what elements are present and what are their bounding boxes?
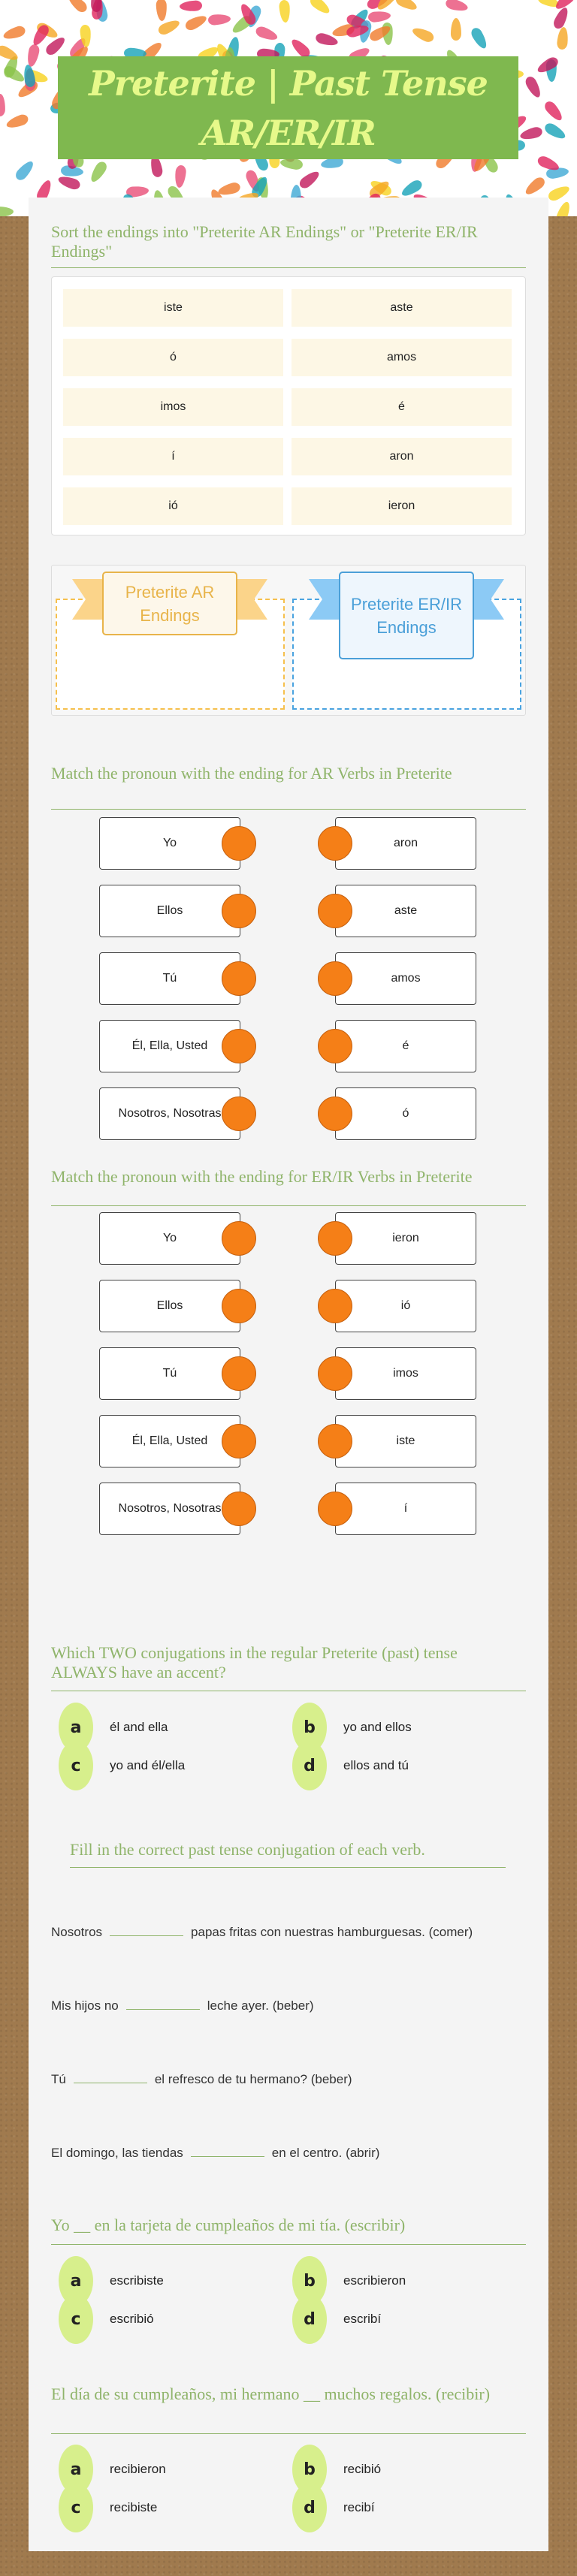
question-heading: Sort the endings into "Preterite AR Endings" or "Preterite ER/IR Endings" <box>51 222 478 261</box>
sort-tile[interactable]: imos <box>63 388 283 426</box>
option-text: escribiste <box>110 2273 164 2288</box>
leaf-decoration <box>5 113 29 131</box>
leaf-decoration <box>445 0 470 14</box>
option-text: recibió <box>343 2462 382 2476</box>
match-connector-dot[interactable] <box>318 961 352 996</box>
sentence-start: Tú <box>51 2072 66 2086</box>
answer-option[interactable] <box>292 1741 409 1790</box>
sort-tile[interactable]: aron <box>292 438 512 475</box>
match-right-item[interactable]: í <box>335 1483 476 1535</box>
leaf-decoration <box>0 94 5 116</box>
option-text: yo and él/ella <box>110 1758 186 1772</box>
match-connector-dot[interactable] <box>222 1289 256 1323</box>
option-letter-badge: d <box>292 2483 327 2532</box>
leaf-decoration <box>156 0 167 22</box>
leaf-decoration <box>542 122 567 142</box>
sort-tile[interactable]: iste <box>63 289 283 327</box>
leaf-decoration <box>308 0 332 17</box>
answer-blank-input[interactable] <box>74 2068 147 2083</box>
match-right-item[interactable]: ó <box>335 1087 476 1140</box>
option-letter-badge: d <box>292 1741 327 1790</box>
leaf-decoration <box>0 207 14 216</box>
leaf-decoration <box>207 14 231 26</box>
divider <box>51 1205 526 1206</box>
leaf-decoration <box>542 99 565 123</box>
match-left-item[interactable]: Yo <box>99 1212 240 1265</box>
leaf-decoration <box>410 26 435 44</box>
option-text: recibiste <box>110 2500 158 2514</box>
match-connector-dot[interactable] <box>318 826 352 861</box>
fill-sentence <box>51 1921 473 1940</box>
match-left-item[interactable]: Ellos <box>99 1280 240 1332</box>
sort-tile[interactable]: í <box>63 438 283 475</box>
leaf-decoration <box>2 25 26 42</box>
fill-sentence <box>51 1995 314 2013</box>
leaf-decoration <box>279 158 304 171</box>
option-letter-badge: b <box>292 2445 327 2494</box>
leaf-decoration <box>546 183 571 203</box>
leaf-decoration <box>556 27 569 50</box>
sort-tile[interactable]: amos <box>292 339 512 376</box>
leaf-decoration <box>180 0 203 12</box>
match-right-item[interactable]: ió <box>335 1280 476 1332</box>
sort-tile[interactable]: é <box>292 388 512 426</box>
leaf-decoration <box>65 0 89 14</box>
leaf-decoration <box>174 165 186 189</box>
match-right-item[interactable]: iste <box>335 1415 476 1467</box>
leaf-decoration <box>451 18 461 41</box>
match-right-item[interactable]: é <box>335 1020 476 1072</box>
leaf-decoration <box>555 201 573 216</box>
option-text: ellos and tú <box>343 1758 409 1772</box>
answer-option[interactable] <box>292 2483 375 2532</box>
match-left-item[interactable]: Él, Ella, Usted <box>99 1020 240 1072</box>
match-right-item[interactable]: aste <box>335 885 476 937</box>
option-letter-badge: c <box>59 1741 93 1790</box>
leaf-decoration <box>518 126 543 142</box>
leaf-decoration <box>88 160 109 185</box>
question-heading: Fill in the correct past tense conjugation of each verb. <box>70 1840 425 1859</box>
leaf-decoration <box>524 75 543 100</box>
leaf-decoration <box>298 169 322 191</box>
match-right-item[interactable]: amos <box>335 952 476 1005</box>
divider <box>51 809 526 810</box>
option-letter-badge: c <box>59 2483 93 2532</box>
leaf-decoration <box>44 35 68 57</box>
sort-tile[interactable]: ió <box>63 487 283 525</box>
option-letter-badge: b <box>292 1703 327 1752</box>
match-left-item[interactable]: Yo <box>99 817 240 870</box>
leaf-decoration <box>56 174 81 192</box>
match-left-item[interactable]: Nosotros, Nosotras <box>99 1087 240 1140</box>
divider <box>51 267 526 268</box>
match-right-item[interactable]: imos <box>335 1347 476 1400</box>
zone-label: Preterite AR Endings <box>102 572 237 635</box>
match-connector-dot[interactable] <box>222 961 256 996</box>
divider <box>51 2244 526 2245</box>
sort-items-card <box>51 276 526 535</box>
leaf-decoration <box>184 13 209 32</box>
sort-tile[interactable]: ó <box>63 339 283 376</box>
match-connector-dot[interactable] <box>222 894 256 928</box>
question-heading: Which TWO conjugations in the regular Preterite (past) tense ALWAYS have an accent? <box>51 1643 458 1682</box>
leaf-decoration <box>367 11 391 23</box>
fill-sentence <box>51 2068 352 2087</box>
leaf-decoration <box>255 25 279 43</box>
question-heading: Yo __ en la tarjeta de cumpleaños de mi tía. (escribir) <box>51 2216 406 2234</box>
leaf-decoration <box>394 0 419 13</box>
option-text: escribí <box>343 2312 382 2326</box>
answer-blank-input[interactable] <box>110 1921 183 1936</box>
match-connector-dot[interactable] <box>222 1492 256 1526</box>
answer-option[interactable] <box>292 2294 381 2344</box>
match-connector-dot[interactable] <box>318 1492 352 1526</box>
sentence-end: el refresco de tu hermano? (beber) <box>154 2072 352 2086</box>
option-text: recibieron <box>110 2462 166 2476</box>
sentence-end: papas fritas con nuestras hamburguesas. (comer) <box>191 1925 473 1939</box>
option-letter-badge: b <box>292 2256 327 2306</box>
match-connector-dot[interactable] <box>318 1096 352 1131</box>
match-connector-dot[interactable] <box>222 1424 256 1458</box>
option-letter-badge: a <box>59 2256 93 2306</box>
option-letter-badge: d <box>292 2294 327 2344</box>
match-connector-dot[interactable] <box>318 894 352 928</box>
match-left-item[interactable]: Él, Ella, Usted <box>99 1415 240 1467</box>
match-left-item[interactable]: Ellos <box>99 885 240 937</box>
sort-tile[interactable]: aste <box>292 289 512 327</box>
match-right-item[interactable]: aron <box>335 817 476 870</box>
leaf-decoration <box>14 158 36 182</box>
match-connector-dot[interactable] <box>318 1221 352 1256</box>
option-text: él and ella <box>110 1720 168 1734</box>
question-heading: Match the pronoun with the ending for AR Verbs in Preterite <box>51 764 452 783</box>
sort-zones <box>51 565 526 716</box>
option-text: recibí <box>343 2500 375 2514</box>
option-letter-badge: a <box>59 2445 93 2494</box>
worksheet-panel <box>29 198 548 2551</box>
match-connector-dot[interactable] <box>318 1029 352 1063</box>
match-connector-dot[interactable] <box>222 1029 256 1063</box>
leaf-decoration <box>551 5 570 30</box>
sentence-start: Nosotros <box>51 1925 103 1939</box>
answer-blank-input[interactable] <box>191 2142 264 2157</box>
match-connector-dot[interactable] <box>222 1356 256 1391</box>
match-connector-dot[interactable] <box>222 1221 256 1256</box>
option-text: escribieron <box>343 2273 406 2288</box>
title-box <box>58 56 518 159</box>
sentence-start: El domingo, las tiendas <box>51 2146 183 2160</box>
page-title: Preterite | Past Tense AR/ER/IR <box>89 62 488 153</box>
divider <box>70 1867 506 1868</box>
sentence-start: Mis hijos no <box>51 1998 119 2013</box>
option-text: yo and ellos <box>343 1720 412 1734</box>
question-heading: El día de su cumpleaños, mi hermano __ muchos regalos. (recibir) <box>51 2384 491 2403</box>
leaf-decoration <box>523 175 547 198</box>
match-left-item[interactable]: Tú <box>99 952 240 1005</box>
answer-blank-input[interactable] <box>126 1995 200 2010</box>
option-text: escribió <box>110 2312 154 2326</box>
match-right-item[interactable]: ieron <box>335 1212 476 1265</box>
zone-label: Preterite ER/IR Endings <box>339 572 474 659</box>
match-left-item[interactable]: Tú <box>99 1347 240 1400</box>
fill-sentence <box>51 2142 379 2161</box>
leaf-decoration <box>469 26 489 51</box>
match-connector-dot[interactable] <box>222 1096 256 1131</box>
answer-option[interactable] <box>59 2294 154 2344</box>
question-heading: Match the pronoun with the ending for ER/IR Verbs in Preterite <box>51 1167 473 1186</box>
sentence-end: leche ayer. (beber) <box>207 1998 314 2013</box>
answer-option[interactable] <box>59 1741 185 1790</box>
divider <box>51 2433 526 2434</box>
match-connector-dot[interactable] <box>318 1356 352 1391</box>
sort-tile[interactable]: ieron <box>292 487 512 525</box>
match-connector-dot[interactable] <box>318 1289 352 1323</box>
sentence-end: en el centro. (abrir) <box>271 2146 380 2160</box>
answer-option[interactable] <box>59 2483 157 2532</box>
option-letter-badge: c <box>59 2294 93 2344</box>
match-left-item[interactable]: Nosotros, Nosotras <box>99 1483 240 1535</box>
match-connector-dot[interactable] <box>222 826 256 861</box>
match-connector-dot[interactable] <box>318 1424 352 1458</box>
leaf-decoration <box>279 0 291 23</box>
option-letter-badge: a <box>59 1703 93 1752</box>
